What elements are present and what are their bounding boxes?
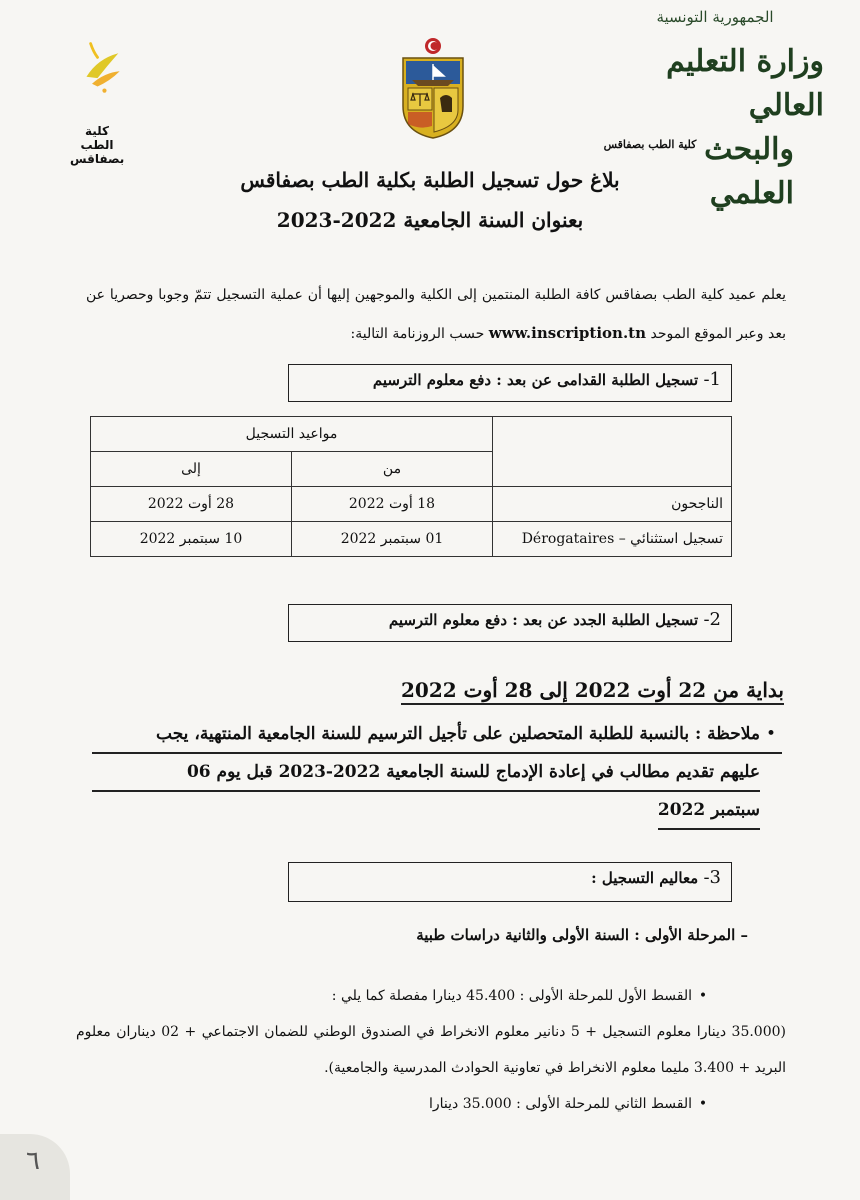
note-line-1: ملاحظة : بالنسبة للطلبة المتحصلين على تأجيل الترسيم للسنة الجامعية المنتهية، يجب [156,724,760,744]
intro-text: يعلم عميد كلية الطب بصفاقس كافة الطلبة المنتمين إلى الكلية والموجهين إليها أن عملية التسجيل تتمّ وجوبا وحصريا عن بعد وعبر الموقع الموحد [86,287,786,342]
ministry-line1: وزارة التعليم العالي [666,44,824,123]
intro-paragraph [86,276,786,353]
faculty-logo-text [70,124,124,166]
faculty-small-label: كلية الطب بصفاقس [603,138,697,151]
document-title: بلاغ حول تسجيل الطلبة بكلية الطب بصفاقس [240,168,620,192]
row-label: الناجحون [493,487,732,522]
row-label: تسجيل استثنائي – Dérogataires [493,522,732,557]
bullet-icon: • [698,1096,708,1112]
table-corner-cell [493,417,732,487]
logo-text-3: بصفاقس [70,152,125,166]
new-students-period: بداية من 22 أوت 2022 إلى 28 أوت 2022 [401,678,784,705]
note-line-2: عليهم تقديم مطالب في إعادة الإدماج للسنة الجامعية 2022-2023 قبل يوم 06 [92,754,760,792]
bullet-icon: • [765,724,777,744]
table-header: مواعيد التسجيل [91,417,493,452]
registration-schedule-table [90,416,732,557]
section-1-heading [288,364,732,402]
section-1-number: 1- [703,369,721,390]
ministry-line2: والبحث العلمي [704,132,794,211]
row-to: 10 سبتمبر 2022 [91,522,292,557]
section-2-bold: دفع معلوم الترسيم [388,611,508,629]
page-number-tab [0,1134,70,1200]
bullet-icon: • [698,988,708,1004]
table-row [91,522,732,557]
section-3-heading [288,862,732,902]
section-3-number: 3- [703,867,721,888]
fee-item-1-detail: (35.000 دينارا معلوم التسجيل + 5 دنانير معلوم الانخراط في الصندوق الوطني للضمان الاجتماعي + 02 ديناران معلوم البريد + 3.400 مليما معلوم الانخراط في تعاونية الحوادث المدرسية والجامعية). [76,1024,786,1076]
section-2-heading [288,604,732,642]
fees-list [76,978,786,1122]
document-subtitle: بعنوان السنة الجامعية 2022-2023 [276,208,584,232]
section-2-label: تسجيل الطلبة الجدد عن بعد : [507,611,699,629]
section-1-bold: دفع معلوم الترسيم [372,371,492,389]
note-line-3: سبتمبر 2022 [658,792,760,830]
tunisia-emblem-icon [398,36,468,140]
row-from: 01 سبتمبر 2022 [292,522,493,557]
fee-item-1: القسط الأول للمرحلة الأولى : 45.400 دينارا مفصلة كما يلي : [331,988,692,1004]
col-to: إلى [91,452,292,487]
reintegration-note [92,716,782,830]
page-number: ٦ [26,1146,40,1176]
stage-heading: – المرحلة الأولى : السنة الأولى والثانية دراسات طبية [416,926,748,944]
faculty-logo-icon [66,38,136,128]
republic-label: الجمهورية التونسية [656,8,774,26]
section-1-label: تسجيل الطلبة القدامى عن بعد : [491,371,699,389]
logo-text-1: كلية [84,124,110,138]
col-from: من [292,452,493,487]
intro-text-end: حسب الروزنامة التالية: [350,326,489,342]
row-from: 18 أوت 2022 [292,487,493,522]
section-2-number: 2- [703,609,721,630]
logo-text-2: الطب [80,138,114,152]
fee-item-2: القسط الثاني للمرحلة الأولى : 35.000 دينارا [428,1096,692,1112]
row-to: 28 أوت 2022 [91,487,292,522]
table-row [91,487,732,522]
section-3-label: معاليم التسجيل : [591,869,699,887]
inscription-site: www.inscription.tn [488,324,647,342]
